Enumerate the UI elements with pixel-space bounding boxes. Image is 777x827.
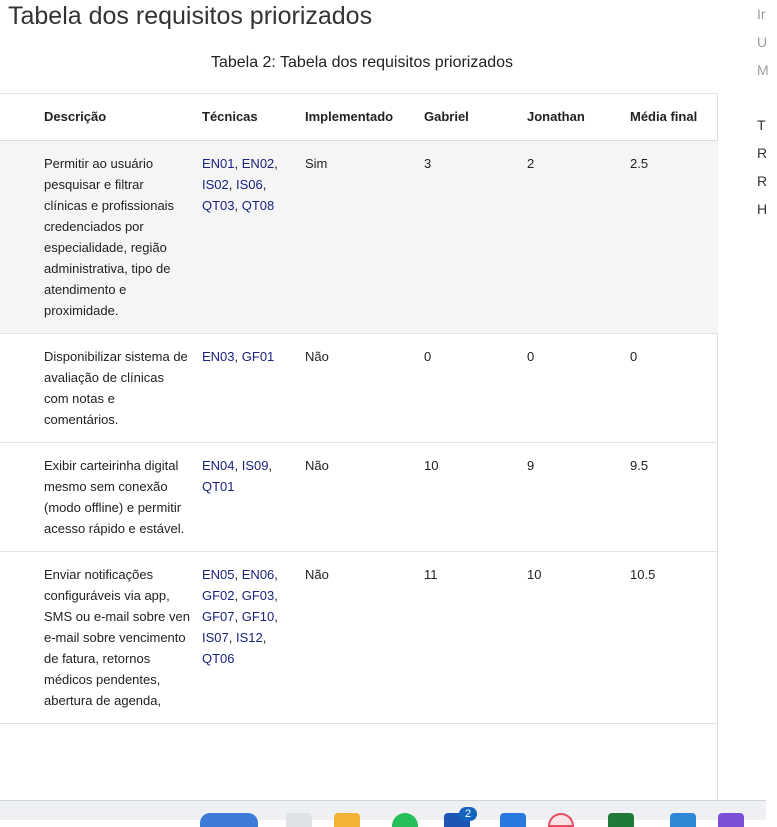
toc-item[interactable]: R xyxy=(757,145,768,161)
cell-implementado: Não xyxy=(305,333,424,442)
technique-link[interactable]: IS07 xyxy=(202,629,229,645)
technique-link[interactable]: EN04 xyxy=(202,457,235,473)
header-media-final: Média final xyxy=(630,94,718,140)
cell-tecnicas xyxy=(202,140,305,333)
cell-gabriel: 11 xyxy=(424,551,527,723)
separator: , xyxy=(274,155,278,171)
table-row xyxy=(0,333,718,442)
technique-link[interactable]: QT06 xyxy=(202,650,235,666)
cell-tecnicas xyxy=(202,442,305,551)
separator: , xyxy=(234,457,242,473)
separator: , xyxy=(228,629,236,645)
technique-link[interactable]: GF03 xyxy=(241,587,275,603)
cell-gabriel: 10 xyxy=(424,442,527,551)
toc-item[interactable]: U xyxy=(757,34,768,50)
toc-item[interactable]: M xyxy=(757,62,769,78)
header-descricao: Descrição xyxy=(44,94,202,140)
editor-icon[interactable] xyxy=(670,813,696,827)
cell-jonathan: 0 xyxy=(527,333,630,442)
toc-item[interactable]: H xyxy=(757,201,768,217)
cell-media-final: 0 xyxy=(630,333,718,442)
header-implementado: Implementado xyxy=(305,94,424,140)
toc-item[interactable]: Ir xyxy=(757,6,766,22)
table-row xyxy=(0,442,718,551)
separator: , xyxy=(234,587,242,603)
technique-link[interactable]: QT01 xyxy=(202,478,235,494)
technique-link[interactable]: IS12 xyxy=(235,629,263,645)
technique-link[interactable]: EN02 xyxy=(241,155,275,171)
table-header-row xyxy=(0,94,718,140)
taskbar xyxy=(0,800,766,820)
table-row xyxy=(0,551,718,723)
technique-link[interactable]: IS09 xyxy=(241,457,269,473)
separator: , xyxy=(228,176,236,192)
cell-implementado: Sim xyxy=(305,140,424,333)
table-caption: Tabela 2: Tabela dos requisitos priorizados xyxy=(210,54,514,71)
search-icon[interactable] xyxy=(200,813,258,827)
toc-item[interactable]: R xyxy=(757,173,768,189)
cell-jonathan: 9 xyxy=(527,442,630,551)
technique-link[interactable]: GF02 xyxy=(202,587,235,603)
app-icon[interactable] xyxy=(718,813,744,827)
technique-link[interactable]: GF10 xyxy=(241,608,275,624)
cell-tecnicas xyxy=(202,551,305,723)
header-tecnicas: Técnicas xyxy=(202,94,305,140)
cell-implementado: Não xyxy=(305,442,424,551)
separator: , xyxy=(234,155,242,171)
spreadsheet-icon[interactable] xyxy=(608,813,634,827)
header-gabriel: Gabriel xyxy=(424,94,527,140)
separator: , xyxy=(262,629,267,645)
separator: , xyxy=(234,348,242,364)
technique-link[interactable]: IS02 xyxy=(202,176,229,192)
cell-descricao: Enviar notificações configuráveis via app, SMS ou e-mail sobre ven e-mail sobre vencimento de fatura, retornos médicos pendentes, abertura de agenda, xyxy=(44,551,202,723)
task-view-icon[interactable] xyxy=(286,813,312,827)
separator: , xyxy=(234,197,242,213)
technique-link[interactable]: IS06 xyxy=(235,176,263,192)
table-row xyxy=(0,140,718,333)
separator: , xyxy=(274,587,278,603)
header-empty xyxy=(0,94,44,140)
cell-descricao: Disponibilizar sistema de avaliação de clínicas com notas e comentários. xyxy=(44,333,202,442)
cell-descricao: Permitir ao usuário pesquisar e filtrar clínicas e profissionais credenciados por especialidade, região administrativa, tipo de atendimento e proximidade. xyxy=(44,140,202,333)
requirements-table xyxy=(0,94,718,724)
toc-item[interactable]: T xyxy=(757,117,766,133)
technique-link[interactable]: EN06 xyxy=(241,566,275,582)
cell-media-final: 10.5 xyxy=(630,551,718,723)
folder-icon[interactable] xyxy=(334,813,360,827)
notification-badge: 2 xyxy=(459,807,477,821)
cell-tecnicas xyxy=(202,333,305,442)
technique-link[interactable]: EN01 xyxy=(202,155,235,171)
page-title: Tabela dos requisitos priorizados xyxy=(8,2,373,30)
technique-link[interactable]: EN05 xyxy=(202,566,235,582)
cell-gabriel: 0 xyxy=(424,333,527,442)
header-jonathan: Jonathan xyxy=(527,94,630,140)
browser-icon[interactable] xyxy=(548,813,574,827)
technique-link[interactable]: GF01 xyxy=(241,348,275,364)
technique-link[interactable]: EN03 xyxy=(202,348,235,364)
technique-link[interactable]: GF07 xyxy=(202,608,235,624)
separator: , xyxy=(234,608,242,624)
requirements-table-container[interactable] xyxy=(0,93,718,801)
cell-descricao: Exibir carteirinha digital mesmo sem conexão (modo offline) e permitir acesso rápido e estável. xyxy=(44,442,202,551)
app-icon[interactable] xyxy=(500,813,526,827)
separator: , xyxy=(268,457,273,473)
technique-link[interactable]: QT03 xyxy=(202,197,235,213)
cell-jonathan: 2 xyxy=(527,140,630,333)
cell-implementado: Não xyxy=(305,551,424,723)
cell-gabriel: 3 xyxy=(424,140,527,333)
cell-media-final: 9.5 xyxy=(630,442,718,551)
technique-link[interactable]: QT08 xyxy=(241,197,275,213)
separator: , xyxy=(234,566,242,582)
cell-jonathan: 10 xyxy=(527,551,630,723)
separator: , xyxy=(274,566,278,582)
separator: , xyxy=(274,608,278,624)
cell-media-final: 2.5 xyxy=(630,140,718,333)
whatsapp-icon[interactable] xyxy=(392,813,418,827)
separator: , xyxy=(262,176,267,192)
